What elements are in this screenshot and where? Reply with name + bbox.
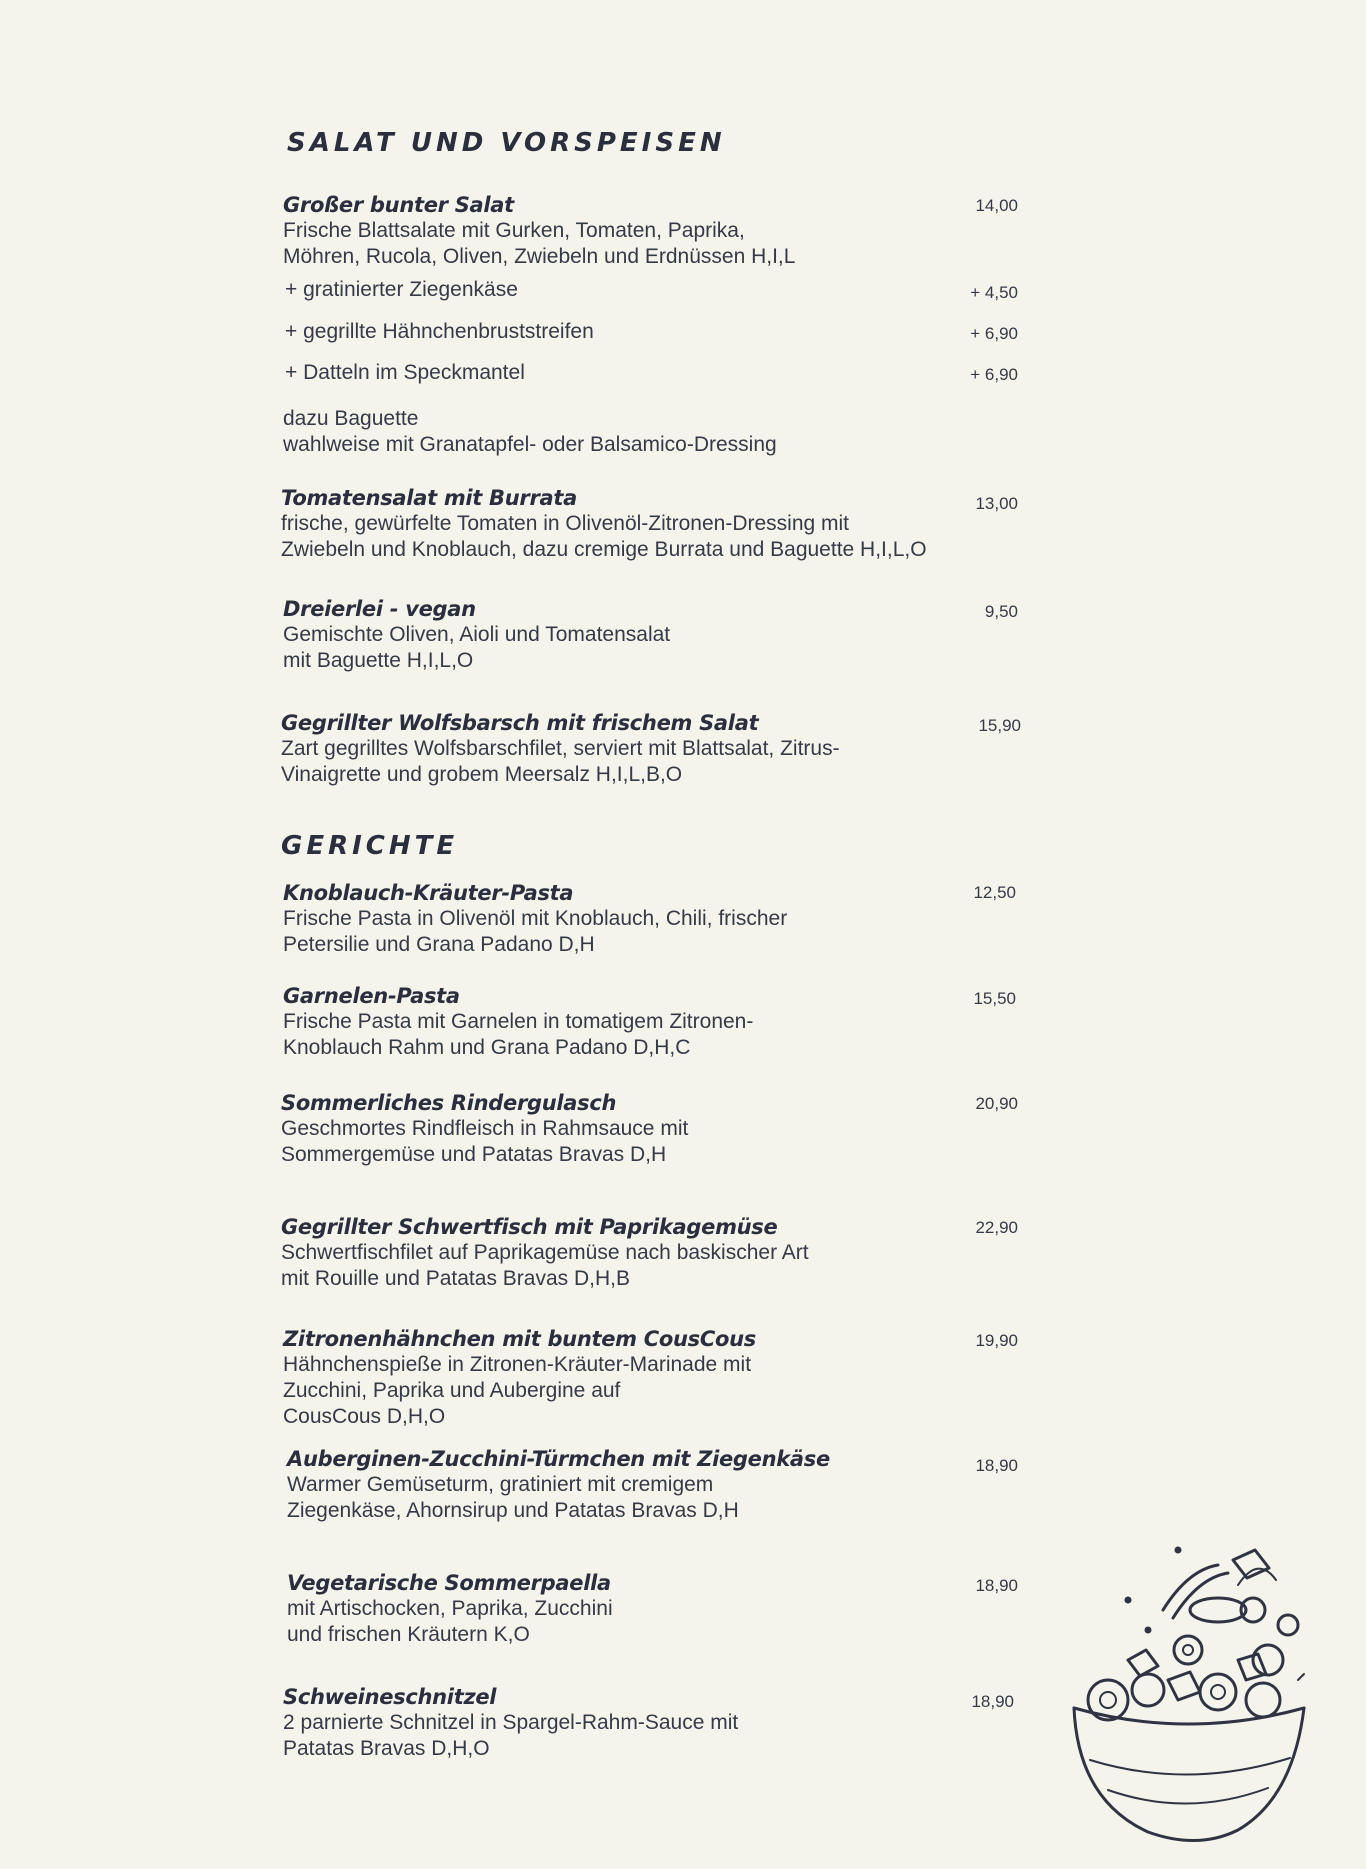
extra-price: + 6,90 [970,324,1018,343]
menu-item-name: Knoblauch-Kräuter-Pasta [283,881,574,905]
menu-item-name: Garnelen-Pasta [283,984,460,1008]
menu-item-description: Geschmortes Rindfleisch in Rahmsauce mit Sommergemüse und Patatas Bravas D,H [281,1117,689,1166]
menu-item-name: Schweineschnitzel [283,1685,497,1709]
menu-item-name: Großer bunter Salat [283,193,514,217]
menu-item-price: 14,00 [975,196,1018,215]
menu-item-name: Tomatensalat mit Burrata [281,486,577,510]
menu-item-schwertfisch [281,1214,1021,1292]
menu-item-description: Schwertfischfilet auf Paprikagemüse nach baskischer Art mit Rouille und Patatas Bravas D,H,B [281,1241,809,1290]
menu-item-price: 22,90 [975,1218,1018,1237]
menu-item-name: Vegetarische Sommerpaella [287,1571,611,1595]
menu-item-tomatensalat [281,485,1021,563]
extra-price: + 4,50 [970,283,1018,302]
salad-note-line: dazu Baguette [283,407,419,430]
menu-item-price: 18,90 [975,1576,1018,1595]
menu-item-price: 13,00 [975,494,1018,513]
menu-item-price: 15,50 [973,989,1016,1008]
extra-label: + gegrillte Hähnchenbruststreifen [285,320,594,343]
menu-item-knoblauch-pasta [283,880,1023,958]
salad-note-line: wahlweise mit Granatapfel- oder Balsamico-Dressing [283,433,777,456]
menu-item-dreierlei [283,596,1023,674]
menu-item-description: mit Artischocken, Paprika, Zucchini und frischen Kräutern K,O [287,1597,613,1646]
menu-item-description: Zart gegrilltes Wolfsbarschfilet, serviert mit Blattsalat, Zitrus- Vinaigrette und grobem Meersalz H,I,L,B,O [281,737,840,786]
menu-item-name: Sommerliches Rindergulasch [281,1091,617,1115]
section-title-salat: SALAT UND VORSPEISEN [287,128,726,158]
menu-item-rindergulasch [281,1090,1021,1168]
menu-item-price: 20,90 [975,1094,1018,1113]
extra-label: + Datteln im Speckmantel [285,361,525,384]
menu-item-description: Warmer Gemüseturm, gratiniert mit cremigem Ziegenkäse, Ahornsirup und Patatas Bravas D,H [287,1473,739,1522]
menu-item-price: 19,90 [975,1331,1018,1350]
menu-item-tuermchen [287,1446,1027,1524]
salad-note [283,406,777,458]
menu-item-description: Frische Blattsalate mit Gurken, Tomaten, Paprika, Möhren, Rucola, Oliven, Zwiebeln und Erdnüssen H,I,L [283,219,796,268]
menu-item-name: Auberginen-Zucchini-Türmchen mit Ziegenkäse [287,1447,830,1471]
menu-item-description: Frische Pasta in Olivenöl mit Knoblauch, Chili, frischer Petersilie und Grana Padano D,H [283,907,788,956]
section-title-gerichte: GERICHTE [281,831,459,861]
menu-item-description: Frische Pasta mit Garnelen in tomatigem Zitronen- Knoblauch Rahm und Grana Padano D,H,C [283,1010,754,1059]
menu-item-sommerpaella [287,1570,1027,1648]
menu-item-wolfsbarsch [281,710,1021,788]
extra-price: + 6,90 [970,365,1018,384]
menu-item-price: 15,90 [978,716,1021,735]
menu-item-grosser-bunter-salat [283,192,1023,270]
menu-item-zitronenhaehnchen [283,1326,1023,1430]
menu-item-description: frische, gewürfelte Tomaten in Olivenöl-Zitronen-Dressing mit Zwiebeln und Knoblauch, dazu cremige Burrata und Baguette H,I,L,O [281,512,927,561]
menu-item-name: Gegrillter Schwertfisch mit Paprikagemüse [281,1215,778,1239]
menu-item-garnelen-pasta [283,983,1023,1061]
menu-item-price: 18,90 [971,1692,1014,1711]
menu-item-description: Gemischte Oliven, Aioli und Tomatensalat mit Baguette H,I,L,O [283,623,671,672]
menu-item-name: Gegrillter Wolfsbarsch mit frischem Salat [281,711,759,735]
salad-bowl-icon [1068,1540,1308,1860]
menu-item-name: Zitronenhähnchen mit buntem CousCous [283,1327,756,1351]
menu-item-price: 12,50 [973,883,1016,902]
menu-item-price: 9,50 [984,602,1018,621]
menu-item-description: 2 parnierte Schnitzel in Spargel-Rahm-Sauce mit Patatas Bravas D,H,O [283,1711,739,1760]
extra-label: + gratinierter Ziegenkäse [285,278,518,301]
menu-item-price: 18,90 [975,1456,1018,1475]
menu-item-schweineschnitzel [283,1684,1023,1762]
menu-item-description: Hähnchenspieße in Zitronen-Kräuter-Marinade mit Zucchini, Paprika und Aubergine auf CousCous D,H,O [283,1353,752,1428]
menu-item-name: Dreierlei - vegan [283,597,476,621]
